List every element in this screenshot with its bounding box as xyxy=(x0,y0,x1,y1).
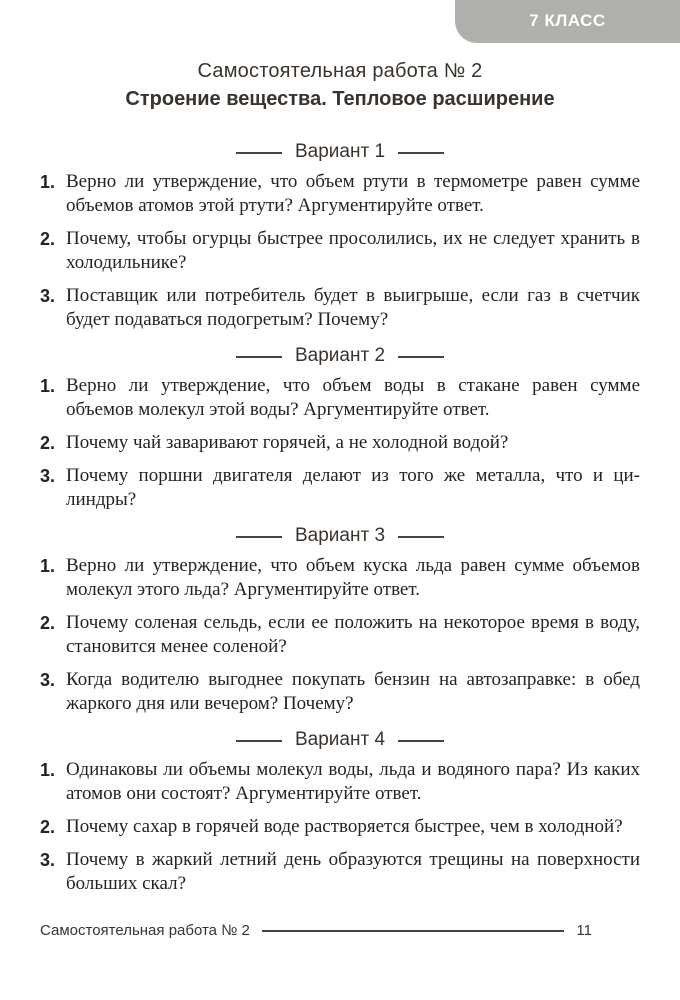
variants-container xyxy=(40,140,640,896)
question-list xyxy=(40,554,640,716)
question-text: Почему соленая сельдь, если ее положить на некоторое время в воду, становится менее соленой? xyxy=(66,612,640,657)
question-item xyxy=(40,431,640,455)
variant-section xyxy=(40,728,640,896)
question-item xyxy=(40,554,640,602)
question-text: Почему чай заваривают горячей, а не холодной водой? xyxy=(66,432,509,453)
variant-dash-left-icon xyxy=(236,740,282,742)
variant-section xyxy=(40,140,640,332)
variant-header xyxy=(40,140,640,164)
variant-header xyxy=(40,524,640,548)
question-item xyxy=(40,227,640,275)
variant-dash-left-icon xyxy=(236,536,282,538)
question-item xyxy=(40,611,640,659)
variant-dash-right-icon xyxy=(398,536,444,538)
question-text: Одинаковы ли объемы молекул воды, льда и водяного пара? Из каких атомов они состоят? Аргументируйте ответ. xyxy=(66,759,640,804)
grade-badge xyxy=(455,0,680,43)
question-number: 3. xyxy=(40,670,56,690)
question-item xyxy=(40,848,640,896)
variant-header xyxy=(40,728,640,752)
grade-badge-label: 7 КЛАСС xyxy=(529,10,606,30)
question-number: 1. xyxy=(40,556,56,576)
question-list xyxy=(40,758,640,896)
footer-rule xyxy=(262,930,565,932)
variant-title: Вариант 1 xyxy=(294,141,386,162)
question-text: Верно ли утверждение, что объем воды в стакане равен сумме объемов молекул этой воды? Аргументируйте ответ. xyxy=(66,375,640,420)
variant-dash-left-icon xyxy=(236,356,282,358)
variant-title: Вариант 2 xyxy=(294,345,386,366)
question-text: Почему поршни двигателя делают из того же металла, что и цилиндры? xyxy=(66,465,640,510)
variant-dash-right-icon xyxy=(398,740,444,742)
question-text: Почему в жаркий летний день образуются трещины на поверхности больших скал? xyxy=(66,849,640,894)
question-item xyxy=(40,374,640,422)
variant-section xyxy=(40,344,640,512)
page-title: Самостоятельная работа № 2 xyxy=(197,60,483,82)
question-item xyxy=(40,815,640,839)
footer-section-label: Самостоятельная работа № 2 xyxy=(40,922,250,939)
question-number: 3. xyxy=(40,286,56,306)
question-item xyxy=(40,668,640,716)
variant-header xyxy=(40,344,640,368)
question-text: Поставщик или потребитель будет в выигрыше, если газ в счетчик будет подаваться подогретым? Почему? xyxy=(66,285,640,330)
question-text: Верно ли утверждение, что объем ртути в термометре равен сумме объемов атомов этой ртути? Аргументируйте ответ. xyxy=(66,171,640,216)
question-number: 3. xyxy=(40,466,56,486)
question-list xyxy=(40,170,640,332)
variant-dash-right-icon xyxy=(398,152,444,154)
question-list xyxy=(40,374,640,512)
question-number: 1. xyxy=(40,376,56,396)
variant-dash-right-icon xyxy=(398,356,444,358)
variant-dash-left-icon xyxy=(236,152,282,154)
question-number: 2. xyxy=(40,613,56,633)
variant-section xyxy=(40,524,640,716)
question-number: 2. xyxy=(40,229,56,249)
question-number: 1. xyxy=(40,172,56,192)
question-item xyxy=(40,758,640,806)
question-text: Верно ли утверждение, что объем куска льда равен сумме объемов молекул этого льда? Аргументируйте ответ. xyxy=(66,555,640,600)
question-number: 2. xyxy=(40,433,56,453)
question-number: 2. xyxy=(40,817,56,837)
question-item xyxy=(40,284,640,332)
question-text: Почему, чтобы огурцы быстрее просолились, их не следует хранить в холодильнике? xyxy=(66,228,640,273)
question-item xyxy=(40,464,640,512)
question-text: Когда водителю выгоднее покупать бензин на автозаправке: в обед жаркого дня или вечером? Почему? xyxy=(66,669,640,714)
question-number: 3. xyxy=(40,850,56,870)
page-number: 11 xyxy=(576,922,592,939)
variant-title: Вариант 3 xyxy=(294,525,386,546)
question-number: 1. xyxy=(40,760,56,780)
variant-title: Вариант 4 xyxy=(294,729,386,750)
question-text: Почему сахар в горячей воде растворяется быстрее, чем в холодной? xyxy=(66,816,623,837)
page-footer xyxy=(40,922,592,939)
page-subtitle: Строение вещества. Тепловое расширение xyxy=(125,88,555,110)
question-item xyxy=(40,170,640,218)
